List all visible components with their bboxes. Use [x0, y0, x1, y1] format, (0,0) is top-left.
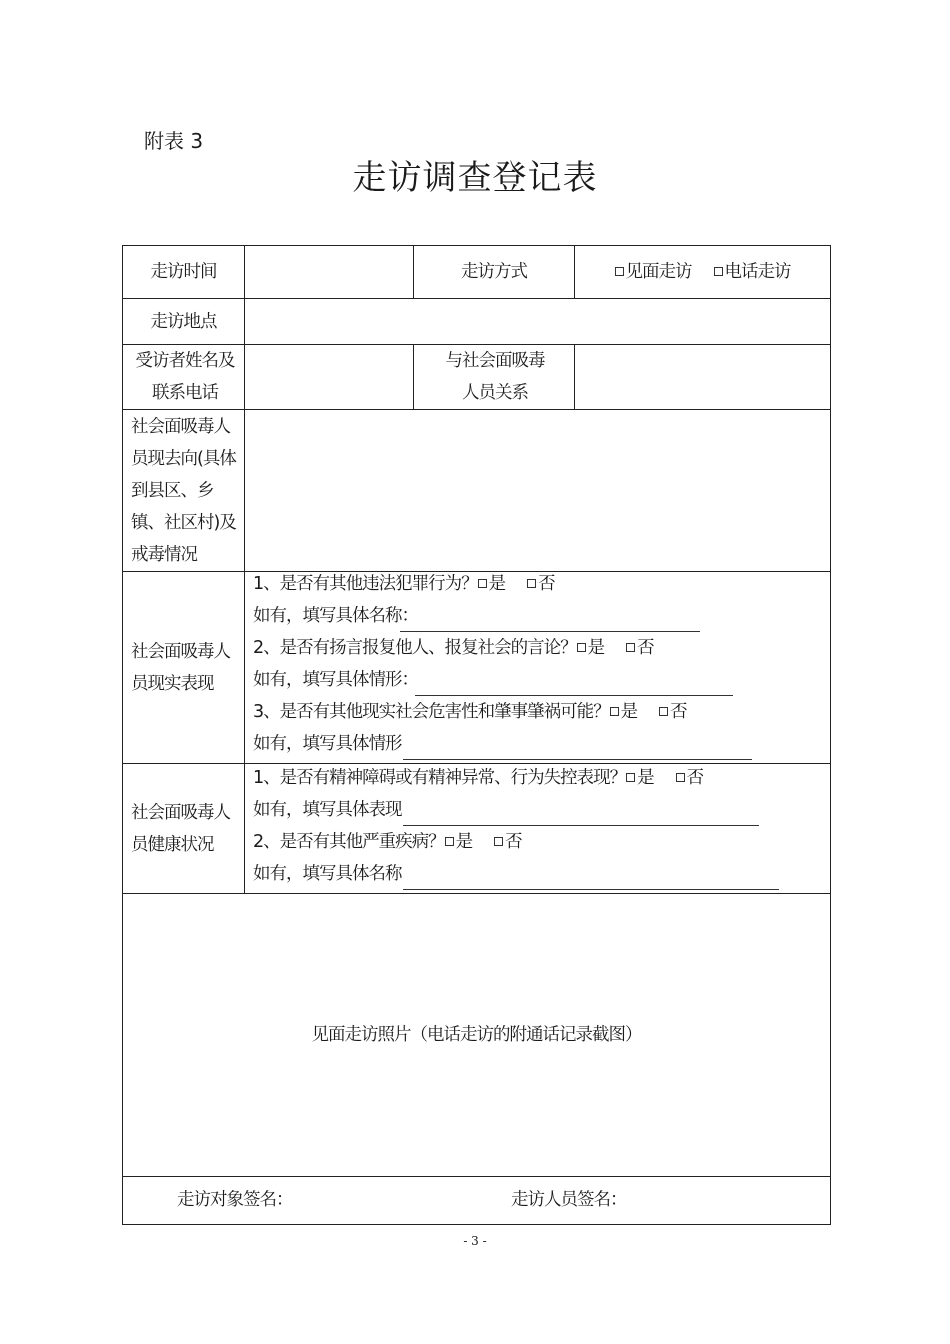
behavior-question: 2、是否有扬言报复他人、报复社会的言论？ 是 否: [253, 638, 654, 658]
visit-method-options: [575, 246, 830, 298]
health-fill-prompt: 如有，填写具体名称: [253, 864, 402, 884]
page-number: - 3 -: [463, 1234, 487, 1248]
checkbox-icon[interactable]: [615, 267, 624, 276]
visit-time-label: 走访时间: [150, 262, 217, 282]
interviewee-label: 受访者姓名及联系电话: [135, 351, 235, 403]
visit-place-label: 走访地点: [150, 311, 217, 332]
checkbox-icon[interactable]: [610, 707, 619, 716]
fill-line[interactable]: [403, 759, 752, 760]
checkbox-icon[interactable]: [577, 643, 586, 652]
behavior-label: 社会面吸毒人员现实表现: [131, 641, 230, 694]
photo-area[interactable]: [123, 894, 830, 1176]
behavior-fill-prompt: 如有，填写具体名称：: [253, 606, 418, 626]
interviewee-signature-label: 走访对象签名：: [177, 1190, 293, 1210]
visit-place-field[interactable]: [245, 299, 830, 344]
whereabouts-field[interactable]: [245, 410, 830, 571]
behavior-questions: [245, 572, 830, 763]
form-title: 走访调查登记表: [352, 158, 598, 198]
checkbox-icon[interactable]: [626, 773, 635, 782]
checkbox-icon[interactable]: [659, 707, 668, 716]
behavior-question: 1、是否有其他违法犯罪行为？ 是 否: [253, 574, 555, 594]
health-question: 2、是否有其他严重疾病？ 是 否: [253, 832, 522, 852]
photo-caption: 见面走访照片（电话走访的附通话记录截图）: [311, 1025, 642, 1045]
health-fill-prompt: 如有，填写具体表现: [253, 800, 402, 820]
relation-field[interactable]: [575, 345, 830, 409]
behavior-fill-prompt: 如有，填写具体情形：: [253, 670, 418, 690]
interviewee-field[interactable]: [245, 345, 413, 409]
fill-line[interactable]: [403, 889, 779, 890]
behavior-question: 3、是否有其他现实社会危害性和肇事肇祸可能？ 是 否: [253, 702, 687, 722]
relation-label: 与社会面吸毒人员关系: [445, 351, 545, 403]
phone-option[interactable]: 电话走访: [714, 256, 791, 288]
checkbox-icon[interactable]: [527, 579, 536, 588]
visit-registration-form: [122, 245, 831, 1225]
visit-method-label: 走访方式: [461, 262, 527, 282]
checkbox-icon[interactable]: [445, 837, 454, 846]
checkbox-icon[interactable]: [478, 579, 487, 588]
checkbox-icon[interactable]: [714, 267, 723, 276]
health-label: 社会面吸毒人员健康状况: [131, 802, 230, 855]
visit-time-field[interactable]: [245, 246, 413, 298]
column-divider: [413, 344, 414, 409]
checkbox-icon[interactable]: [626, 643, 635, 652]
health-question: 1、是否有精神障碍或有精神异常、行为失控表现？ 是 否: [253, 768, 704, 788]
checkbox-icon[interactable]: [494, 837, 503, 846]
whereabouts-label: 社会面吸毒人员现去向(具体到县区、乡镇、社区村)及戒毒情况: [131, 416, 236, 565]
in-person-option[interactable]: 见面走访: [615, 256, 692, 288]
visitor-signature-label: 走访人员签名：: [511, 1190, 627, 1210]
behavior-fill-prompt: 如有，填写具体情形: [253, 734, 402, 754]
checkbox-icon[interactable]: [676, 773, 685, 782]
health-questions: [245, 764, 830, 893]
attachment-label: 附表 3: [144, 129, 204, 153]
